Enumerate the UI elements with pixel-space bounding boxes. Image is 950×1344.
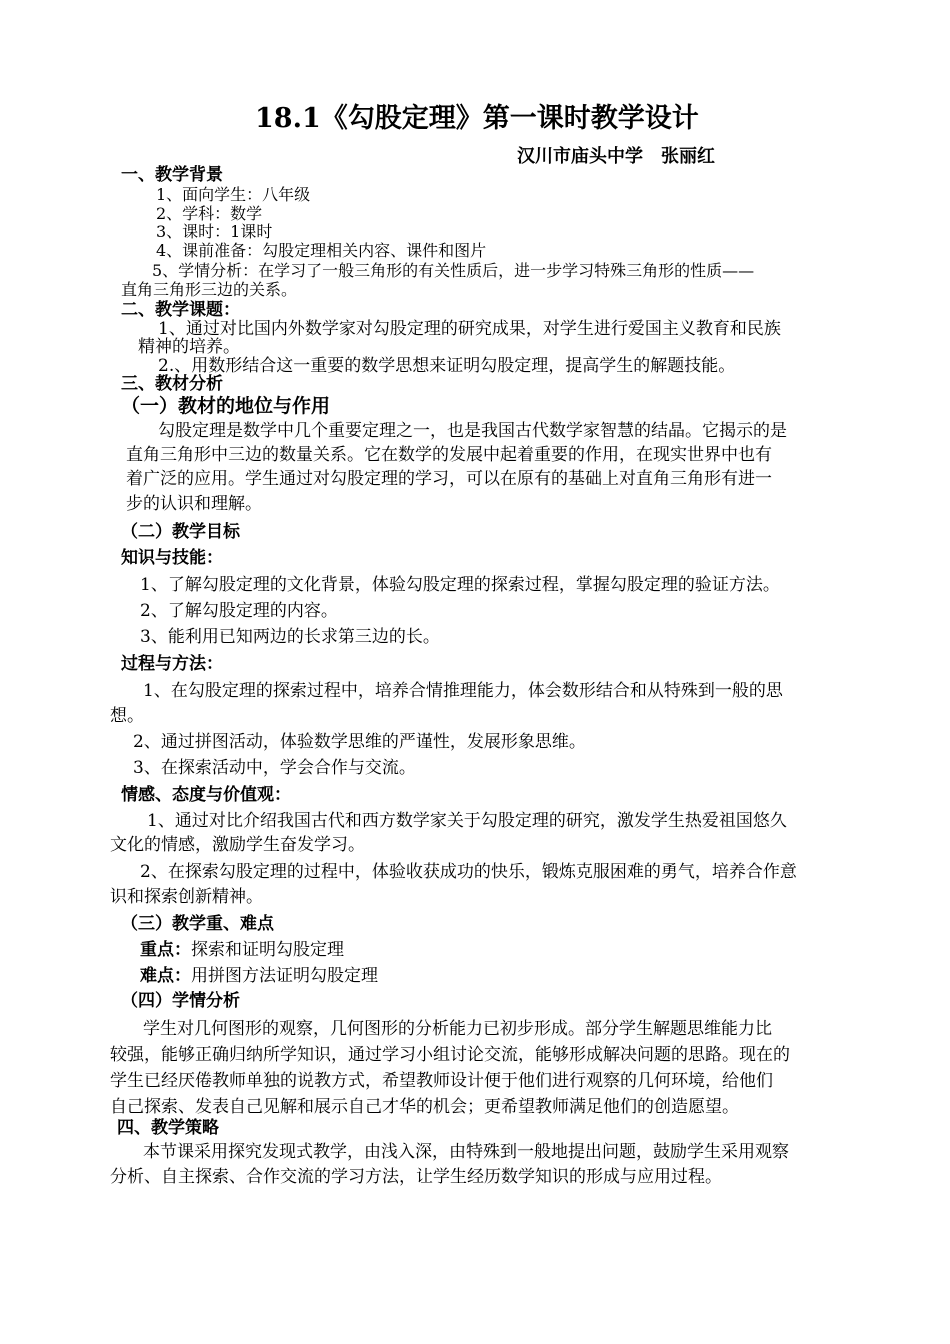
process-line-4: 3、在探索活动中，学会合作与交流。: [133, 758, 416, 778]
textbook-para-line-1: 勾股定理是数学中几个重要定理之一，也是我国古代数学家智慧的结晶。它揭示的是: [158, 421, 787, 441]
subsection-4-heading: （四）学情分析: [121, 991, 240, 1011]
document-title: 18.1《勾股定理》第一课时教学设计: [255, 103, 699, 134]
student-analysis-line-4: 自己探索、发表自己见解和展示自己才华的机会；更希望教师满足他们的创造愿望。: [110, 1097, 739, 1117]
background-item-2: 2、学科：数学: [156, 204, 263, 223]
textbook-para-line-2: 直角三角形中三边的数量关系。它在数学的发展中起着重要的作用，在现实世界中也有: [126, 445, 772, 465]
background-item-5-cont: 直角三角形三边的关系。: [121, 280, 298, 299]
section-3-heading: 三、教材分析: [121, 374, 223, 394]
knowledge-heading: 知识与技能：: [121, 548, 223, 568]
process-line-2: 想。: [110, 706, 144, 726]
process-line-1: 1、在勾股定理的探索过程中，培养合情推理能力，体会数形结合和从特殊到一般的思: [143, 681, 783, 701]
topic-line-1: 1、通过对比国内外数学家对勾股定理的研究成果，对学生进行爱国主义教育和民族: [158, 319, 781, 339]
difficult-point-text: 用拼图方法证明勾股定理: [191, 966, 378, 986]
background-item-4: 4、课前准备：勾股定理相关内容、课件和图片: [156, 241, 487, 260]
subsection-2-heading: （二）教学目标: [121, 522, 240, 542]
emotion-line-1: 1、通过对比介绍我国古代和西方数学家关于勾股定理的研究，激发学生热爱祖国悠久: [147, 811, 787, 831]
subsection-3-heading: （三）教学重、难点: [121, 914, 274, 934]
student-analysis-line-3: 学生已经厌倦教师单独的说教方式，希望教师设计便于他们进行观察的几何环境，给他们: [110, 1071, 773, 1091]
knowledge-item-1: 1、了解勾股定理的文化背景，体验勾股定理的探索过程，掌握勾股定理的验证方法。: [140, 575, 780, 595]
process-line-3: 2、通过拼图活动，体验数学思维的严谨性，发展形象思维。: [133, 732, 586, 752]
emotion-heading: 情感、态度与价值观：: [121, 785, 291, 805]
process-heading: 过程与方法：: [121, 654, 223, 674]
author-line: 汉川市庙头中学 张丽红: [517, 146, 715, 167]
difficult-point-line: [140, 965, 378, 987]
key-point-text: 探索和证明勾股定理: [191, 940, 344, 960]
student-analysis-line-1: 学生对几何图形的观察，几何图形的分析能力已初步形成。部分学生解题思维能力比: [143, 1019, 772, 1039]
background-item-3: 3、课时：1课时: [156, 222, 273, 241]
subsection-1-heading: （一）教材的地位与作用: [121, 395, 331, 417]
topic-line-2: 精神的培养。: [138, 337, 240, 357]
emotion-line-2: 文化的情感，激励学生奋发学习。: [110, 835, 365, 855]
textbook-para-line-3: 着广泛的应用。学生通过对勾股定理的学习，可以在原有的基础上对直角三角形有进一: [126, 469, 772, 489]
emotion-line-3: 2、在探索勾股定理的过程中，体验收获成功的快乐，锻炼克服困难的勇气，培养合作意: [140, 862, 797, 882]
section-4-heading: 四、教学策略: [117, 1118, 219, 1138]
knowledge-item-2: 2、了解勾股定理的内容。: [140, 601, 338, 621]
textbook-para-line-4: 步的认识和理解。: [126, 494, 262, 514]
key-point-line: [140, 939, 344, 961]
strategy-line-2: 分析、自主探索、合作交流的学习方法，让学生经历数学知识的形成与应用过程。: [110, 1167, 722, 1187]
emotion-line-4: 识和探索创新精神。: [110, 887, 263, 907]
section-2-heading: 二、教学课题：: [121, 300, 240, 320]
strategy-line-1: 本节课采用探究发现式教学，由浅入深，由特殊到一般地提出问题，鼓励学生采用观察: [143, 1142, 789, 1162]
background-item-1: 1、面向学生：八年级: [156, 185, 311, 204]
difficult-point-label: 难点：: [140, 966, 191, 986]
background-item-5: 5、学情分析：在学习了一般三角形的有关性质后，进一步学习特殊三角形的性质——: [152, 261, 755, 280]
topic-line-3: 2.、用数形结合这一重要的数学思想来证明勾股定理，提高学生的解题技能。: [158, 356, 736, 376]
student-analysis-line-2: 较强，能够正确归纳所学知识，通过学习小组讨论交流，能够形成解决问题的思路。现在的: [110, 1045, 790, 1065]
key-point-label: 重点：: [140, 940, 191, 960]
section-1-heading: 一、教学背景: [121, 165, 223, 185]
knowledge-item-3: 3、能利用已知两边的长求第三边的长。: [140, 627, 440, 647]
